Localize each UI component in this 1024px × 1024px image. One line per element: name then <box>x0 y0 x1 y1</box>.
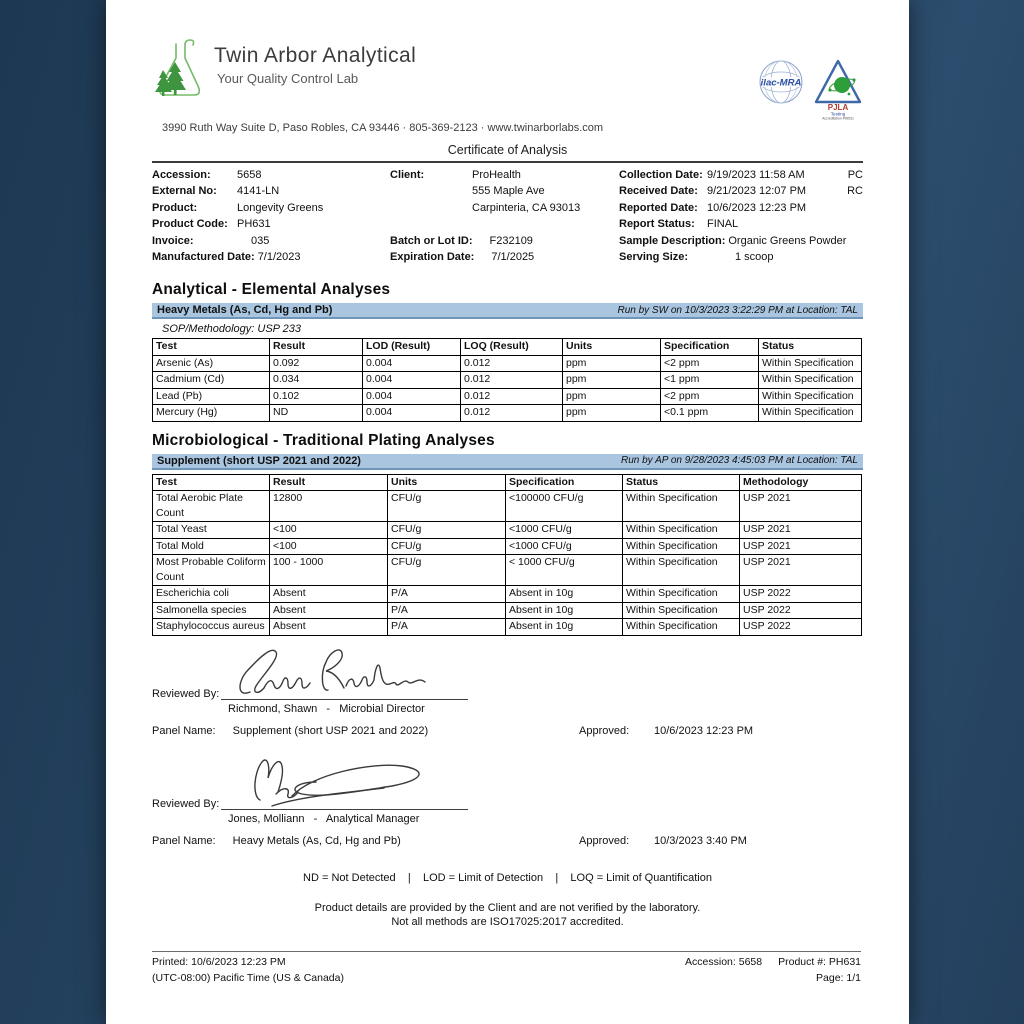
table-cell: Staphylococcus aureus <box>153 619 270 636</box>
field-value: Organic Greens Powder <box>728 234 847 247</box>
table-row <box>153 372 862 389</box>
field-label: Expiration Date: <box>390 251 475 264</box>
table-cell: <2 ppm <box>661 355 759 372</box>
table-cell: Within Specification <box>759 372 862 389</box>
initials-tag: RC <box>847 185 863 198</box>
info-row <box>152 167 390 183</box>
table-cell: USP 2021 <box>740 522 862 539</box>
field-value: 7/1/2025 <box>491 251 535 264</box>
info-row <box>619 167 863 183</box>
column-header: Units <box>563 339 661 356</box>
pjla-logo-icon <box>813 58 863 120</box>
table-cell: ppm <box>563 405 661 422</box>
table-cell: Absent <box>270 619 388 636</box>
table-cell: 0.012 <box>461 388 563 405</box>
field-value: 5658 <box>237 169 262 181</box>
pjla-sub1: Testing <box>830 111 846 117</box>
table-cell: <1000 CFU/g <box>506 538 623 555</box>
approved-label: Approved: <box>579 724 630 737</box>
field-label: Product Code: <box>152 218 228 231</box>
company-tagline: Your Quality Control Lab <box>217 71 359 86</box>
info-row <box>390 167 619 183</box>
panel-name-label: Panel Name: <box>152 724 216 737</box>
reviewed-by-label: Reviewed By: <box>152 687 220 700</box>
letterhead <box>152 36 863 120</box>
table-cell: USP 2022 <box>740 586 862 603</box>
twin-arbor-logo-icon <box>152 36 210 102</box>
field-label: Sample Description: <box>619 234 726 247</box>
run-info: Run by AP on 9/28/2023 4:45:03 PM at Location: TAL <box>620 455 858 467</box>
table-cell: Absent in 10g <box>506 602 623 619</box>
info-row <box>152 200 390 216</box>
table-cell: Total Yeast <box>153 522 270 539</box>
company-name: Twin Arbor Analytical <box>214 44 417 67</box>
table-cell: 0.004 <box>363 388 461 405</box>
table-cell: USP 2022 <box>740 602 862 619</box>
initials-tag: PC <box>847 169 863 181</box>
reviewer-name-title: Jones, Molliann - Analytical Manager <box>228 812 420 825</box>
table-cell: ND <box>270 405 363 422</box>
info-row <box>152 249 390 265</box>
ilac-mra-logo-icon <box>757 58 805 106</box>
pjla-label: PJLA <box>827 103 849 112</box>
footer-accession: Accession: 5658 <box>685 956 763 968</box>
field-value: 035 <box>251 234 270 247</box>
table-cell: < 1000 CFU/g <box>506 555 623 586</box>
info-row <box>390 233 619 249</box>
pjla-sub2: Accreditation #99531 <box>822 116 854 120</box>
spacer-row <box>390 216 619 232</box>
info-row <box>619 249 863 265</box>
table-cell: ppm <box>563 388 661 405</box>
approved-timestamp: 10/6/2023 12:23 PM <box>654 724 754 737</box>
field-value: 9/21/2023 12:07 PM <box>707 185 807 198</box>
client-address-line2: Carpinteria, CA 93013 <box>472 201 581 214</box>
info-row <box>619 183 863 199</box>
table-cell: Within Specification <box>623 619 740 636</box>
column-header: Status <box>759 339 862 356</box>
table-cell: Within Specification <box>623 586 740 603</box>
table-cell: 0.012 <box>461 355 563 372</box>
table-cell: Within Specification <box>759 355 862 372</box>
table-cell: USP 2021 <box>740 491 862 522</box>
table-cell: Cadmium (Cd) <box>153 372 270 389</box>
table-row <box>153 522 862 539</box>
field-label: Reported Date: <box>619 201 698 214</box>
field-label: Manufactured Date: <box>152 251 255 264</box>
signature-richmond-icon <box>152 644 863 688</box>
table-cell: 0.004 <box>363 355 461 372</box>
column-header: Specification <box>506 474 623 491</box>
table-cell: 0.004 <box>363 405 461 422</box>
field-value: 9/19/2023 11:58 AM <box>707 169 805 181</box>
table-cell: 0.012 <box>461 372 563 389</box>
table-cell: 0.102 <box>270 388 363 405</box>
field-label: Client: <box>390 169 425 181</box>
certificate-page <box>106 0 909 1024</box>
panel-name-label: Panel Name: <box>152 834 216 847</box>
table-row <box>153 355 862 372</box>
table-cell: Absent <box>270 602 388 619</box>
field-label: Collection Date: <box>619 169 703 181</box>
document-title: Certificate of Analysis <box>447 143 568 157</box>
field-value: 7/1/2023 <box>257 251 301 264</box>
footer-product: Product #: PH631 <box>778 956 861 968</box>
info-row <box>390 249 619 265</box>
table-cell: Mercury (Hg) <box>153 405 270 422</box>
column-header: LOD (Result) <box>363 339 461 356</box>
column-header: Test <box>153 474 270 491</box>
sample-info-grid <box>152 163 863 271</box>
table-cell: Absent in 10g <box>506 586 623 603</box>
approved-label: Approved: <box>579 834 630 847</box>
panel-name-value: Heavy Metals (As, Cd, Hg and Pb) <box>232 834 401 847</box>
table-cell: Within Specification <box>623 602 740 619</box>
table-cell: Within Specification <box>623 522 740 539</box>
table-cell: Within Specification <box>623 555 740 586</box>
table-cell: P/A <box>388 619 506 636</box>
info-row <box>152 233 390 249</box>
column-header: Specification <box>661 339 759 356</box>
table-cell: 0.004 <box>363 372 461 389</box>
signature-jones-icon <box>152 754 863 798</box>
column-header: Methodology <box>740 474 862 491</box>
footnotes <box>152 872 863 929</box>
column-header: Units <box>388 474 506 491</box>
field-label: Invoice: <box>152 234 194 247</box>
disclaimer-line1: Product details are provided by the Client and are not verified by the laboratory. <box>314 901 701 914</box>
abbreviation-key: ND = Not Detected | LOD = Limit of Detection | LOQ = Limit of Quantification <box>303 871 712 884</box>
section-title-micro: Microbiological - Traditional Plating Analyses <box>152 431 495 449</box>
table-row <box>153 602 862 619</box>
field-value: F232109 <box>489 234 533 247</box>
table-cell: Lead (Pb) <box>153 388 270 405</box>
disclaimer-line2: Not all methods are ISO17025:2017 accredited. <box>391 915 624 928</box>
timezone: (UTC-08:00) Pacific Time (US & Canada) <box>152 971 344 984</box>
table-row <box>153 619 862 636</box>
table-cell: CFU/g <box>388 522 506 539</box>
table-cell: P/A <box>388 602 506 619</box>
table-cell: CFU/g <box>388 491 506 522</box>
field-value: Longevity Greens <box>237 201 324 214</box>
table-cell: Escherichia coli <box>153 586 270 603</box>
field-label: Serving Size: <box>619 251 689 264</box>
column-header: LOQ (Result) <box>461 339 563 356</box>
signature-block-micro <box>152 644 863 740</box>
heavy-metals-table <box>152 338 862 422</box>
sop-methodology: SOP/Methodology: USP 233 <box>162 323 302 336</box>
info-row <box>152 216 390 232</box>
info-row <box>619 200 863 216</box>
table-cell: Within Specification <box>759 405 862 422</box>
field-label: External No: <box>152 185 217 198</box>
table-row <box>153 555 862 586</box>
table-cell: CFU/g <box>388 538 506 555</box>
table-cell: Arsenic (As) <box>153 355 270 372</box>
run-info: Run by SW on 10/3/2023 3:22:29 PM at Location: TAL <box>617 304 858 316</box>
client-name: ProHealth <box>472 169 521 181</box>
section-title-elemental: Analytical - Elemental Analyses <box>152 281 391 299</box>
table-cell: Total Mold <box>153 538 270 555</box>
client-address-line1: 555 Maple Ave <box>472 185 545 198</box>
table-cell: USP 2021 <box>740 538 862 555</box>
table-cell: ppm <box>563 372 661 389</box>
table-cell: <100 <box>270 522 388 539</box>
micro-table <box>152 474 862 636</box>
field-label: Report Status: <box>619 218 695 231</box>
table-cell: Within Specification <box>759 388 862 405</box>
field-label: Product: <box>152 201 198 214</box>
field-label: Batch or Lot ID: <box>390 234 473 247</box>
field-value: 10/6/2023 12:23 PM <box>707 201 807 214</box>
table-cell: 0.092 <box>270 355 363 372</box>
column-header: Result <box>270 474 388 491</box>
column-header: Result <box>270 339 363 356</box>
table-cell: Salmonella species <box>153 602 270 619</box>
field-label: Accession: <box>152 169 211 181</box>
info-row <box>619 216 863 232</box>
field-value: 1 scoop <box>735 251 774 264</box>
table-cell: Within Specification <box>623 538 740 555</box>
table-row <box>153 538 862 555</box>
field-value: FINAL <box>707 218 739 231</box>
table-cell: <1 ppm <box>661 372 759 389</box>
ilac-mra-label: ilac-MRA <box>760 77 802 89</box>
approved-timestamp: 10/3/2023 3:40 PM <box>654 834 747 847</box>
table-cell: Most Probable Coliform Count <box>153 555 270 586</box>
table-row <box>153 491 862 522</box>
table-cell: 0.012 <box>461 405 563 422</box>
info-row <box>152 183 390 199</box>
table-cell: <1000 CFU/g <box>506 522 623 539</box>
reviewed-by-label: Reviewed By: <box>152 797 220 810</box>
panel-name-value: Supplement (short USP 2021 and 2022) <box>232 724 429 737</box>
page-footer <box>152 951 861 986</box>
column-header: Test <box>153 339 270 356</box>
lab-address: 3990 Ruth Way Suite D, Paso Robles, CA 93446 · 805-369-2123 · www.twinarborlabs.com <box>162 122 604 134</box>
panel-banner-supplement <box>152 454 863 470</box>
printed-timestamp: Printed: 10/6/2023 12:23 PM <box>152 956 286 968</box>
field-label: Received Date: <box>619 185 698 198</box>
table-row <box>153 388 862 405</box>
table-row <box>153 586 862 603</box>
table-cell: CFU/g <box>388 555 506 586</box>
table-row <box>153 405 862 422</box>
table-cell: 12800 <box>270 491 388 522</box>
table-cell: <2 ppm <box>661 388 759 405</box>
field-value: 4141-LN <box>237 185 280 198</box>
panel-name: Supplement (short USP 2021 and 2022) <box>157 454 361 467</box>
field-value: PH631 <box>237 218 271 231</box>
table-cell: Total Aerobic Plate Count <box>153 491 270 522</box>
page-number: Page: 1/1 <box>816 971 861 984</box>
table-cell: 0.034 <box>270 372 363 389</box>
table-cell: Absent <box>270 586 388 603</box>
signature-block-heavy-metals <box>152 754 863 850</box>
panel-name: Heavy Metals (As, Cd, Hg and Pb) <box>157 304 333 317</box>
table-cell: USP 2022 <box>740 619 862 636</box>
reviewer-name-title: Richmond, Shawn - Microbial Director <box>228 702 425 715</box>
table-cell: USP 2021 <box>740 555 862 586</box>
column-header: Status <box>623 474 740 491</box>
table-cell: ppm <box>563 355 661 372</box>
table-cell: 100 - 1000 <box>270 555 388 586</box>
table-cell: <0.1 ppm <box>661 405 759 422</box>
table-cell: <100000 CFU/g <box>506 491 623 522</box>
table-cell: P/A <box>388 586 506 603</box>
info-row <box>619 233 863 249</box>
panel-banner-heavy-metals <box>152 303 863 319</box>
table-cell: <100 <box>270 538 388 555</box>
table-cell: Within Specification <box>623 491 740 522</box>
table-cell: Absent in 10g <box>506 619 623 636</box>
